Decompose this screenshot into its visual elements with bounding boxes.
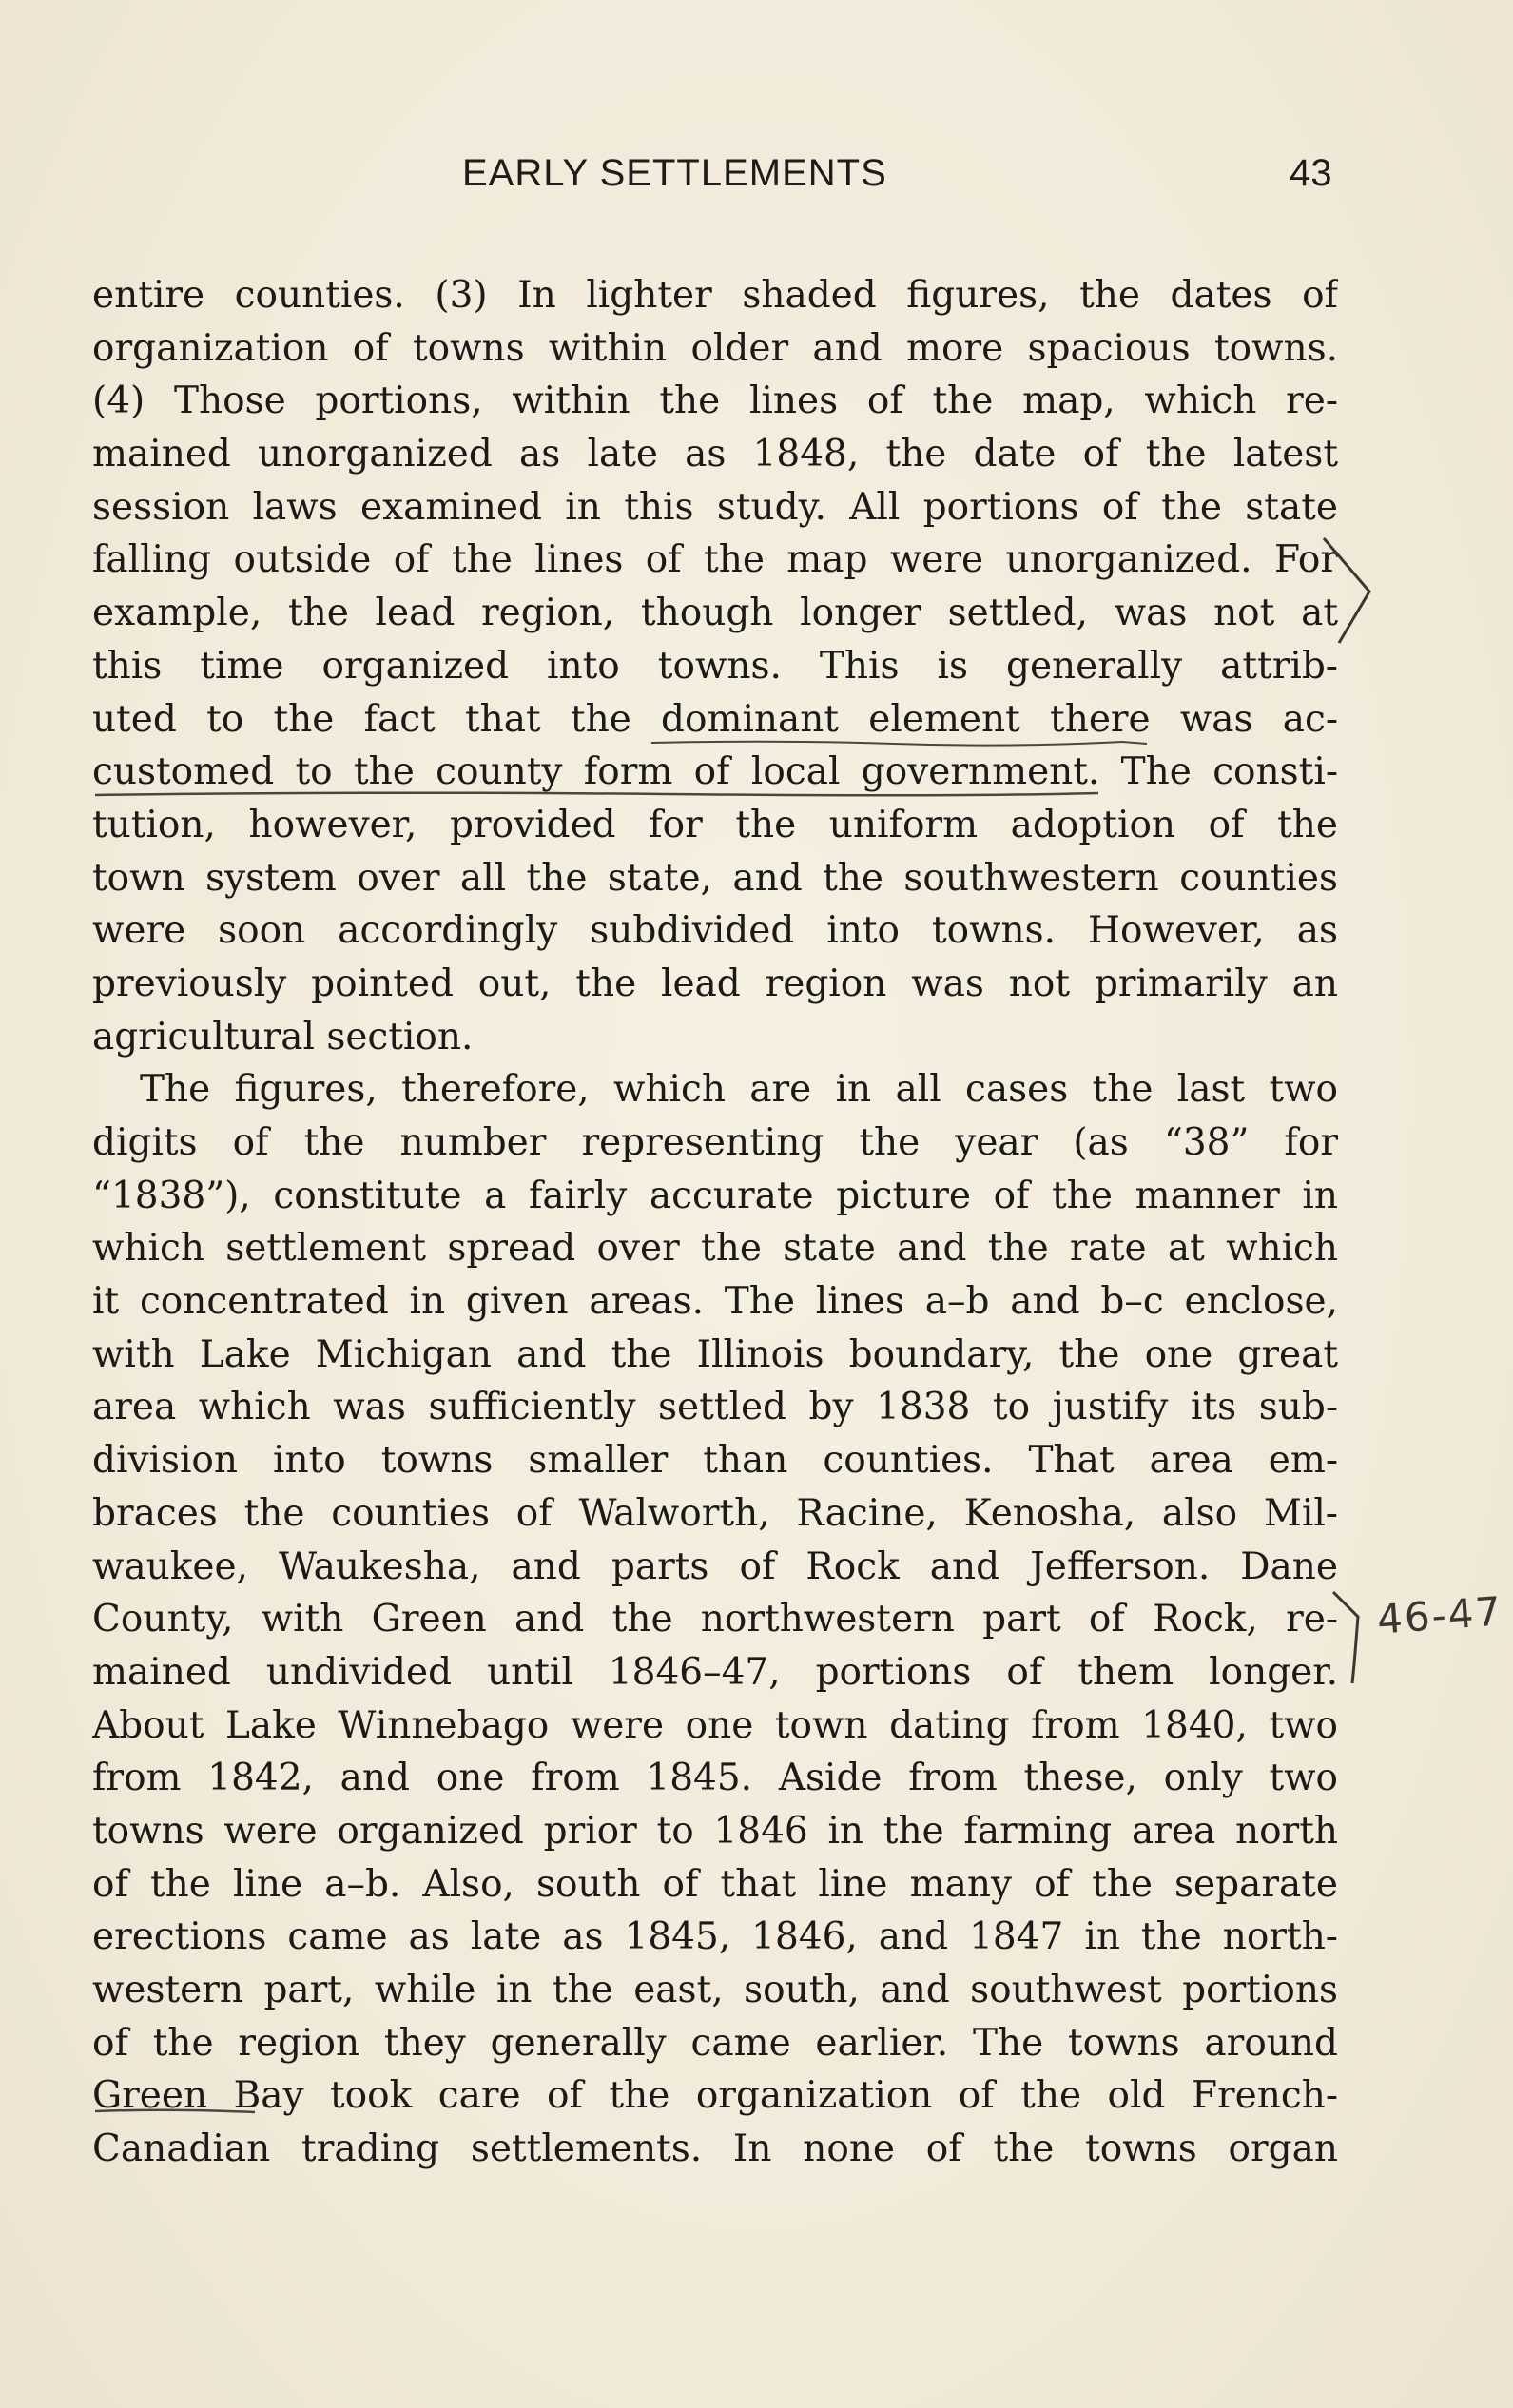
text-line: with Lake Michigan and the Illinois boundary, the one great	[92, 1332, 1338, 1376]
text-line: tution, however, provided for the uniform adoption of the	[92, 803, 1338, 846]
text-line: erections came as late as 1845, 1846, and 1847 in the north-	[92, 1915, 1338, 1959]
text-line: were soon accordingly subdivided into towns. However, as	[92, 909, 1338, 953]
text-line: it concentrated in given areas. The lines a–b and b–c enclose,	[92, 1280, 1338, 1324]
text-line: digits of the number representing the year (as “38” for	[92, 1121, 1338, 1164]
text-line: of the region they generally came earlier. The towns around	[92, 2021, 1338, 2065]
text-line: western part, while in the east, south, and southwest portions	[92, 1969, 1338, 2011]
text-line: mained unorganized as late as 1848, the date of the latest	[92, 433, 1338, 476]
text-line: this time organized into towns. This is generally attrib-	[92, 644, 1338, 688]
text-line: (4) Those portions, within the lines of the map, which re-	[92, 379, 1338, 423]
running-head-title: EARLY SETTLEMENTS	[462, 152, 887, 194]
text-line: entire counties. (3) In lighter shaded figures, the dates of	[92, 274, 1338, 317]
text-line: customed to the county form of local government. The consti-	[92, 750, 1338, 794]
text-line: Green Bay took care of the organization of the old French-	[92, 2074, 1338, 2118]
text-line: Canadian trading settlements. In none of the towns organ	[92, 2127, 1338, 2171]
text-line: organization of towns within older and more spacious towns.	[92, 326, 1338, 370]
text-line: About Lake Winnebago were one town dating from 1840, two	[92, 1703, 1338, 1747]
text-line: “1838”), constitute a fairly accurate picture of the manner in	[92, 1174, 1338, 1217]
text-line: from 1842, and one from 1845. Aside from these, only two	[92, 1757, 1338, 1800]
text-line: division into towns smaller than counties. That area em-	[92, 1439, 1338, 1483]
body-text	[92, 269, 1338, 2176]
text-line: uted to the fact that the dominant element there was ac-	[92, 697, 1338, 741]
text-line: town system over all the state, and the southwestern counties	[92, 856, 1338, 900]
text-line: The figures, therefore, which are in all cases the last two	[140, 1068, 1338, 1112]
text-line: towns were organized prior to 1846 in the farming area north	[92, 1809, 1338, 1853]
text-line: previously pointed out, the lead region was not primarily an	[92, 961, 1338, 1005]
text-line: example, the lead region, though longer settled, was not at	[92, 592, 1338, 635]
text-line: waukee, Waukesha, and parts of Rock and Jefferson. Dane	[92, 1544, 1338, 1588]
text-line: area which was sufficiently settled by 1838 to justify its sub-	[92, 1386, 1338, 1429]
text-line: mained undivided until 1846–47, portions of them longer.	[92, 1650, 1338, 1694]
text-line: falling outside of the lines of the map were unorganized. For	[92, 538, 1338, 582]
text-line: County, with Green and the northwestern part of Rock, re-	[92, 1598, 1338, 1641]
text-line: session laws examined in this study. All portions of the state	[92, 485, 1338, 529]
text-line: agricultural section.	[92, 1015, 474, 1058]
running-head	[0, 152, 1513, 200]
handwritten-margin-note: 46-47	[1375, 1587, 1504, 1643]
text-line: braces the counties of Walworth, Racine, Kenosha, also Mil-	[92, 1491, 1338, 1535]
text-line: which settlement spread over the state and the rate at which	[92, 1227, 1338, 1271]
text-line: of the line a–b. Also, south of that line many of the separate	[92, 1862, 1338, 1906]
page-number: 43	[1290, 152, 1332, 194]
